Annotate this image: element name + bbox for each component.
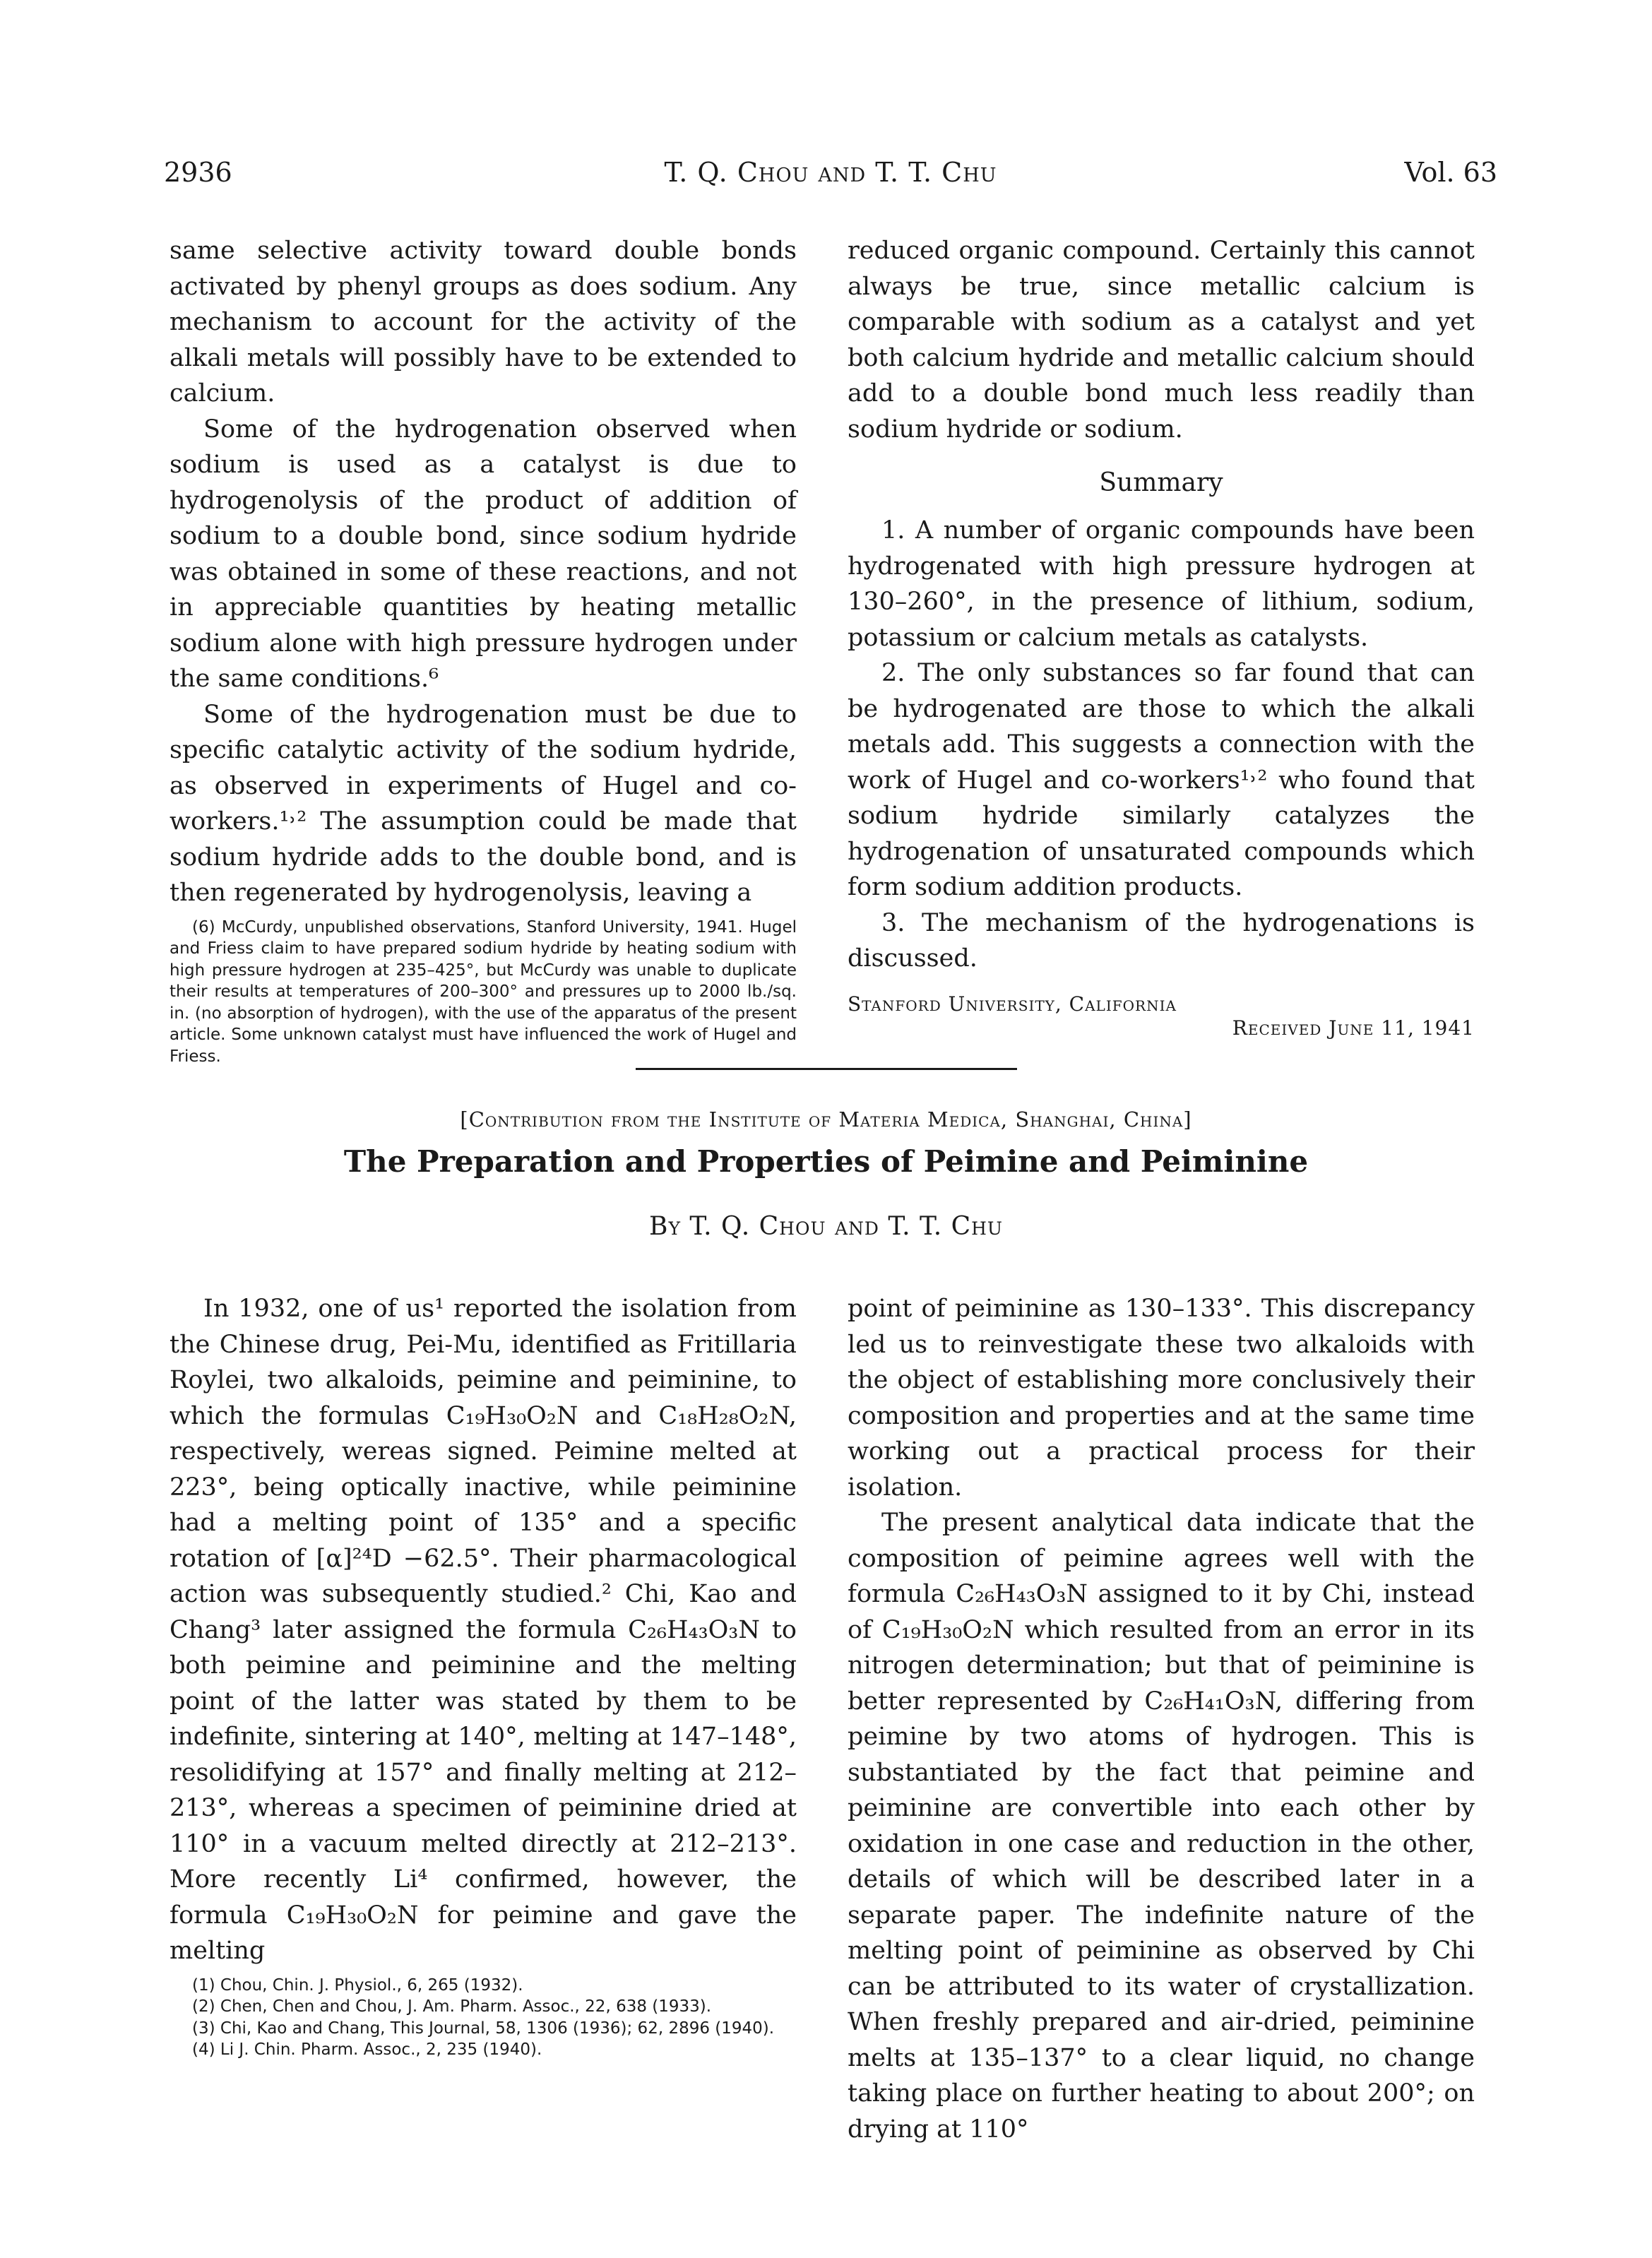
contribution-line: [Contribution from the Institute of Materia Medica, Shanghai, China]	[460, 1107, 1192, 1131]
body-paragraph: same selective activity toward double bonds activated by phenyl groups as does sodium. Any mechanism to account for the activity of the alkali metals will possibly have to be extended to calcium.	[170, 237, 797, 408]
footnotes	[170, 917, 797, 1068]
article-right-column	[848, 1291, 1475, 2147]
prev-article-right-column	[848, 233, 1475, 1040]
prev-article-left-column	[170, 233, 797, 1067]
summary-heading: Summary	[1099, 468, 1223, 497]
body-paragraph: reduced organic compound. Certainly this cannot always be true, since metallic calcium is comparable with sodium as a catalyst and yet both calcium hydride and metallic calcium should add to a double bond much less readily than sodium hydride or sodium.	[848, 237, 1475, 444]
received-date: Received June 11, 1941	[1232, 1016, 1475, 1040]
body-paragraph: point of peiminine as 130–133°. This discrepancy led us to reinvestigate these two alkaloids with the object of establishing more conclusively their composition and properties and at the same time working out a practical process for their isolation.	[848, 1295, 1475, 1502]
article-title: The Preparation and Properties of Peimine and Peiminine	[343, 1144, 1309, 1179]
body-paragraph: Some of the hydrogenation must be due to specific catalytic activity of the sodium hydride, as observed in experiments of Hugel and co-workers.¹˒² The assumption could be made that sodium hydride adds to the double bond, and is then regenerated by hydrogenolysis, leaving a	[170, 700, 797, 907]
footnote-6: (6) McCurdy, unpublished observations, Stanford University, 1941. Hugel and Friess claim to have prepared sodium hydride by heating sodium with high pressure hydrogen at 235–425°, but McCurdy was unable to duplicate their results at temperatures of 200–300° and pressures up to 2000 lb./sq. in. (no absorption of hydrogen), with the use of the apparatus of the present article. Some unknown catalyst must have influenced the work of Hugel and Friess.	[170, 917, 797, 1066]
body-paragraph: In 1932, one of us¹ reported the isolation from the Chinese drug, Pei-Mu, identified as Fritillaria Roylei, two alkaloids, peimine and peiminine, to which the formulas C₁₉H₃₀O₂N and C₁₈H₂₈O₂N, respectively, wereas signed. Peimine melted at 223°, being optically inactive, while peiminine had a melting point of 135° and a specific rotation of [α]²⁴D −62.5°. Their pharmacological action was subsequently studied.² Chi, Kao and Chang³ later assigned the formula C₂₆H₄₃O₃N to both peimine and peiminine and the melting point of the latter was stated by them to be indefinite, sintering at 140°, melting at 147–148°, resolidifying at 157° and finally melting at 212–213°, whereas a specimen of peiminine dried at 110° in a vacuum melted directly at 212–213°. More recently Li⁴ confirmed, however, the formula C₁₉H₃₀O₂N for peimine and gave the melting	[170, 1295, 797, 1965]
affiliation: Stanford University, California	[848, 992, 1177, 1016]
summary-item: 1. A number of organic compounds have been hydrogenated with high pressure hydrogen at 130–260°, in the presence of lithium, sodium, potassium or calcium metals as catalysts.	[848, 516, 1475, 652]
summary-item: 3. The mechanism of the hydrogenations is discussed.	[848, 908, 1475, 973]
volume-label: Vol. 63	[1404, 157, 1497, 188]
footnote-4: (4) Li J. Chin. Pharm. Assoc., 2, 235 (1940).	[192, 2040, 542, 2059]
body-paragraph: Some of the hydrogenation observed when sodium is used as a catalyst is due to hydrogenolysis of the product of addition of sodium to a double bond, since sodium hydride was obtained in some of these reactions, and not in appreciable quantities by heating metallic sodium alone with high pressure hydrogen under the same conditions.⁶	[170, 415, 797, 693]
article-left-column	[170, 1291, 797, 2061]
footnote-1: (1) Chou, Chin. J. Physiol., 6, 265 (1932).	[192, 1975, 523, 1995]
footnote-3: (3) Chi, Kao and Chang, This Journal, 58, 1306 (1936); 62, 2896 (1940).	[192, 2019, 775, 2038]
running-head	[164, 157, 1497, 199]
running-head-authors: T. Q. Chou and T. T. Chu	[664, 157, 997, 188]
body-paragraph: The present analytical data indicate that the composition of peimine agrees well with the formula C₂₆H₄₃O₃N assigned to it by Chi, instead of C₁₉H₃₀O₂N which resulted from an error in its nitrogen determination; but that of peiminine is better represented by C₂₆H₄₁O₃N, differing from peimine by two atoms of hydrogen. This is substantiated by the fact that peimine and peiminine are convertible into each other by oxidation in one case and reduction in the other, details of which will be described later in a separate paper. The indefinite nature of the melting point of peiminine as observed by Chi can be attributed to its water of crystallization. When freshly prepared and air-dried, peiminine melts at 135–137° to a clear liquid, no change taking place on further heating to about 200°; on drying at 110°	[848, 1509, 1475, 2144]
page-number: 2936	[164, 157, 232, 188]
summary-item: 2. The only substances so far found that can be hydrogenated are those to which the alkali metals add. This suggests a connection with the work of Hugel and co-workers¹˒² who found that sodium hydride similarly catalyzes the hydrogenation of unsaturated compounds which form sodium addition products.	[848, 659, 1475, 901]
footnote-2: (2) Chen, Chen and Chou, J. Am. Pharm. Assoc., 22, 638 (1933).	[192, 1997, 712, 2016]
footnotes	[170, 1975, 797, 2061]
byline: By T. Q. Chou and T. T. Chu	[648, 1212, 1004, 1241]
section-divider	[636, 1068, 1017, 1070]
